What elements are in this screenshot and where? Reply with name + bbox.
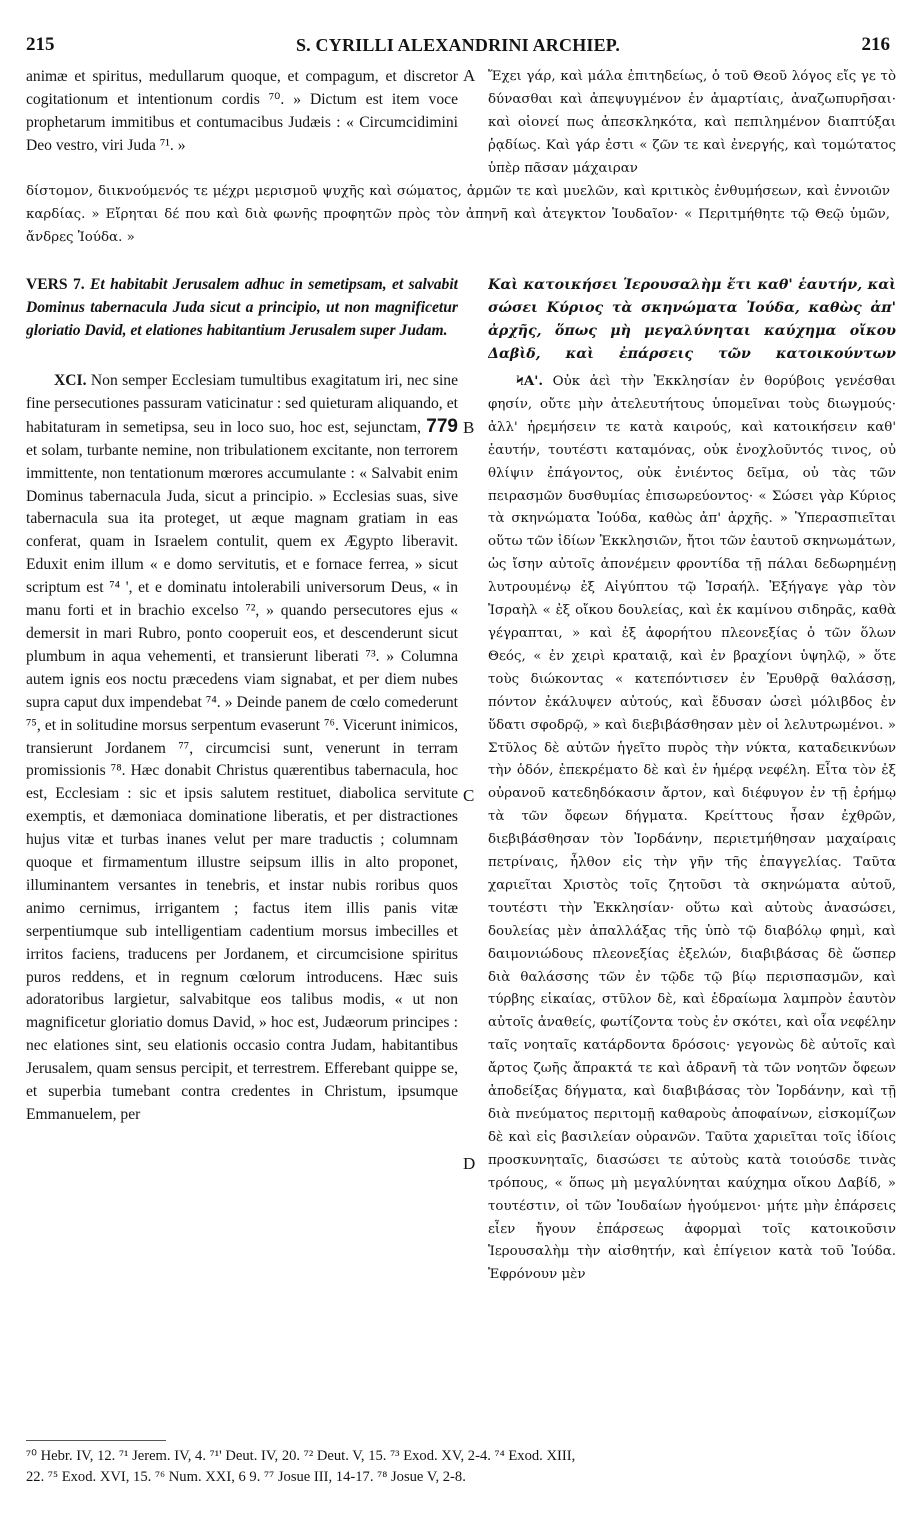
running-title: S. CYRILLI ALEXANDRINI ARCHIEP. (295, 35, 621, 55)
greek-intro-continuation (26, 181, 890, 273)
page-header (26, 34, 890, 62)
latin-section-text-b: et solam, turbante nemine, non tribulationem excitante, non terrorem immittente, non tentationum mœrores accumulante : « Salvabit enim Dominus tabernacula Juda, sicut a principio. » Ecclesias suas, sive tabernacula sua ita proteget, ut æque magnam gratiam in eas conferat, quam in Israelem contulit, quem ex Ægypto liberavit. Eduxit enim illum « e domo servitutis, et e fornace ferrea, » sicut scriptum est ⁷⁴ ', et e dominatu intolerabili universorum Deus, « in manu forti et in brachio excelso ⁷², » quando persecutores ejus « demersit in mari Rubro, ponto cooperuit eos, et descenderunt sicut plumbum in aqua vehementi, et transierunt liberati ⁷³. » Columna autem ignis eos noctu præcedens viam signabat, et per diem nubes supra caput dux impendebat ⁷⁴. » Deinde panem de cœlo comederunt ⁷⁵, et in solitudine morsus serpentum evaserunt ⁷⁶. Vicerunt inimicos, transierunt Jordanem ⁷⁷, circumcisi sunt, venerunt in terram promissionis ⁷⁸. Hæc donabit Christus quærentibus tabernacula, hoc est, Ecclesiam : sic et ipsis salutem restituet, diabolica servitute exemptis, et dæmoniaca dominatione liberatis, et per distractiones hujus vitæ et turbas inanes velut per mare traductis ; columnam quoque et firmamentum illustre seipsum illis in alto proponet, illuminantem versantes in tenebris, et instar nubis roribus quos animo cernimus, irrigantem ; factus item illis panis vitæ serpentiumque sub intelligentiam cadentium morsus imbecilles et irritos faciens, traducens per Jordanem, et circumcisione spiritus puros reddens, et in regnum cœlorum introducens. Hæc suis adoratoribus largietur, salvabitque eos talibus modis, « ut non magnificetur gloriatio domus David, » hoc est, Judæorum principes : nec elationes sint, seu elationis occasio contra Judam, habitantibus Jerusalem, quam sensus percipit, et terrestrem. Efferebant quippe se, et superbia tumebant contra credentes in Christum, ipsumque Emmanuelem, per (26, 441, 458, 1123)
margin-letter-b: B (463, 418, 475, 437)
verse-greek-text: Καὶ κατοικήσει Ἱερουσαλὴμ ἔτι καθ' ἑαυτήν, καὶ σώσει Κύριος τὰ σκηνώματα Ἰούδα, καθὼς ἀπ' ἀρχῆς, ὅπως μὴ μεγαλύνηται καύχημα οἴκου Δαβὶδ, καὶ ἐπάρσεις τῶν κατοικούντων (488, 277, 896, 362)
footnotes (26, 1446, 890, 1488)
margin-letter-d: D (463, 1154, 476, 1173)
verse-latin (26, 274, 458, 344)
greek-section-number: ϞΑ'. (516, 373, 544, 389)
margin-letter-c: C (463, 786, 475, 805)
latin-section-number: XCI. (54, 372, 87, 389)
greek-intro-continuation-text: δίστομον, διικνούμενός τε μέχρι μερισμοῦ ψυχῆς καὶ σώματος, ἁρμῶν τε καὶ μυελῶν, καὶ κριτικὸς ἐνθυμήσεων, καὶ ἐννοιῶν καρδίας. » Εἴρηται δέ που καὶ διὰ φωνῆς προφητῶν πρὸς τὸν ἀπηνῆ καὶ ἀτεγκτον Ἰουδαῖον· « Περιτμήθητε τῷ Θεῷ ὑμῶν, ἄνδρες Ἰούδα. » (26, 184, 890, 245)
footnote-line: ⁷⁰ Hebr. IV, 12. ⁷¹ Jerem. IV, 4. ⁷¹' Deut. IV, 20. ⁷² Deut. V, 15. ⁷³ Exod. XV, 2-4. ⁷⁴ Exod. XIII, (26, 1448, 576, 1464)
right-page-number: 216 (861, 34, 890, 55)
verse-latin-text: Et habitabit Jerusalem adhuc in semetipsam, et salvabit Dominus tabernacula Juda sicut a principio, ut non magnificetur gloriatio David, et elationes habitantium Jerusalem super Judam. (26, 276, 458, 339)
column-marker: 779 (426, 415, 458, 437)
latin-section-text-a: Non semper Ecclesiam tumultibus exagitatum iri, nec sine fine persecutiones passuram vaticinatur : sed quieturam aliquando, et habitaturam in semetipsa, seu in loco suo, hoc est, sejunctam, (26, 372, 458, 436)
left-page-number: 215 (26, 34, 55, 55)
footnote-line: 22. ⁷⁵ Exod. XVI, 15. ⁷⁶ Num. XXI, 6 9. ⁷⁷ Josue III, 14-17. ⁷⁸ Josue V, 2-8. (26, 1469, 466, 1485)
latin-section (26, 370, 458, 1434)
latin-paragraph-intro (26, 66, 458, 180)
greek-section-text: Οὐκ ἀεὶ τὴν Ἐκκλησίαν ἐν θορύβοις γενέσθαι φησίν, οὔτε μὴν ἀτελευτήτους ὑπομεῖναι τοὺς διωγμούς· ἀλλ' ἠρεμήσειν τε κατὰ καιρούς, καὶ κατοικήσειν καθ' ἑαυτήν, τουτέστι καταμόνας, οὐκ ἐνοχλοῦντός τινος, οὐ θλίψιν ἐπάγοντος, οὐκ ἐνιέντος δεῖμα, οὐ τὰς τῶν πειρασμῶν δυσθυμίας ἐπισωρεύοντος· « Σώσει γὰρ Κύριος τὰ σκηνώματα Ἰούδα, καθὼς ἀπ' ἀρχῆς. » Ὑπερασπιεῖται οὕτω τῶν ἰδίων Ἐκκλησιῶν, ἤτοι τῶν ἑαυτοῦ σκηνωμάτων, ὡς ἴσην αὐτοῖς ἀπονέμειν φροντίδα τῇ πάλαι δεδωρημένῃ λυτρουμένῳ ἐξ Αἰγύπτου τῷ Ἰσραήλ. Ἐξήγαγε γὰρ τὸν Ἰσραὴλ « ἐξ οἴκου δουλείας, καὶ ἐκ καμίνου σιδηρᾶς, καθὰ γέγραπται, » καὶ ἐξ ἀφορήτου πλεονεξίας ὁ τῶν ὅλων Θεός, « ἐν χειρὶ κραταιᾷ, καὶ ἐν βραχίονι ὑψηλῷ, » ὅτε τοὺς διώκοντας « κατεπόντισεν ἐν Ἐρυθρᾷ θαλάσσῃ, πόντον ἐκάλυψεν αὐτούς, καὶ ἔδυσαν ὡσεὶ μόλιβδος ἐν ὕδατι σφοδρῷ, » καὶ διεβιβάσθησαν μὲν οἱ λελυτρωμένοι. » Στῦλος δὲ αὐτῶν ἡγεῖτο πυρὸς τὴν νύκτα, καταδεικνύων τὴν ὁδόν, ἐπεκρέματο δὲ καὶ ἐν ἡμέρᾳ νεφέλη. Εἶτα τὸν ἐξ οὐρανοῦ κατεδηδόκασιν ἄρτον, καὶ διέφυγον ἐν τῇ ἐρήμῳ τὰ τῶν ὄφεων δήγματα. Κρείττους ἦσαν ἐχθρῶν, διεβιβάσθησαν τὸν Ἰορδάνην, περιετμήθησαν μαχαίραις πετρίναις, ἦλθον εἰς τὴν γῆν τῆς ἐπαγγελίας. Ταῦτα χαριεῖται Χριστὸς τοῖς ζητοῦσι τὰ σκηνώματα αὐτοῦ, τουτέστι τὴν Ἐκκλησίαν· οὕτω καὶ αὐτοὺς ἀνασώσει, δουλείας μὲν ἀπαλλάξας τῆς ὑπὸ τῷ διαβόλῳ φημὶ, καὶ δαιμονιώδους πλεονεξίας ἐξελών, διαβιβάσας δὲ ὥσπερ διὰ θαλάσσης τῶν ἐν τῷδε τῷ βίῳ περισπασμῶν, καὶ τύρβης εἰκαίας, στῦλον δὲ, καὶ ἑδραίωμα λαμπρὸν ἑαυτὸν αὐτοῖς ἀναθείς, φωτίζοντα τοὺς ἐν σκότει, καὶ οἷα νεφέλην ταῖς νοηταῖς κατάρδοντα δρόσοις· γεγονὼς δὲ αὐτοῖς καὶ ἄρτος ζωῆς ἄπρακτά τε καὶ ἀδρανῆ τὰ τῶν νοητῶν ὄφεων ἀποδείξας δήγματα, καὶ διαβιβάσας τὸν Ἰορδάνην, καὶ τῇ διὰ πνεύματος περιτομῇ καθαροὺς ἀποφαίνων, εἰσκομίζων δὲ καὶ εἰς βασιλείαν οὐρανῶν. Ταῦτα χαριεῖται τοῖς ἰδίοις προσκυνηταῖς, διασώσει τε αὐτοὺς κατὰ τοιούσδε τινὰς τρόπους, « ὅπως μὴ μεγαλύνηται καύχημα οἴκου Δαβίδ, » τουτέστιν, οἱ τῶν Ἰουδαίων ἡγούμενοι· μήτε μὴν ἐπάρσεις εἶεν ἤγουν ἐπάρσεως ἀφορμαὶ τοῖς κατοικοῦσιν Ἱερουσαλὴμ τὴν αἰσθητήν, καὶ ἐπίγειον κατὰ τοῦ Ἰούδα. Ἐφρόνουν μὲν (488, 374, 896, 1283)
greek-intro-text: Ἔχει γάρ, καὶ μάλα ἐπιτηδείως, ὁ τοῦ Θεοῦ λόγος εἴς γε τὸ δύνασθαι καὶ ἀπεψυγμένον ἐν ἁμαρτίαις, ἀναζωπυρῆσαι· καὶ οἱονεί πως ἀπεσκληκότα, καὶ πεπιλημένον διαπτύξαι ῥᾳδίως. Καὶ γάρ ἐστι « ζῶν τε καὶ ἐνεργής, καὶ τομώτατος ὑπὲρ πᾶσαν μάχαιραν (488, 69, 896, 176)
verse-label: VERS 7. (26, 276, 85, 293)
greek-section (488, 370, 896, 1434)
margin-letter-a: A (463, 66, 476, 85)
greek-paragraph-intro (488, 66, 896, 180)
footnote-rule (26, 1440, 166, 1441)
latin-intro-text: animæ et spiritus, medullarum quoque, et compagum, et discretor cogitationum et intentionum cordis ⁷⁰. » Dictum est item voce prophetarum immitibus et contumacibus Judæis : « Circumcidimini Deo vestro, viri Juda ⁷¹. » (26, 68, 458, 154)
verse-greek (488, 274, 896, 366)
